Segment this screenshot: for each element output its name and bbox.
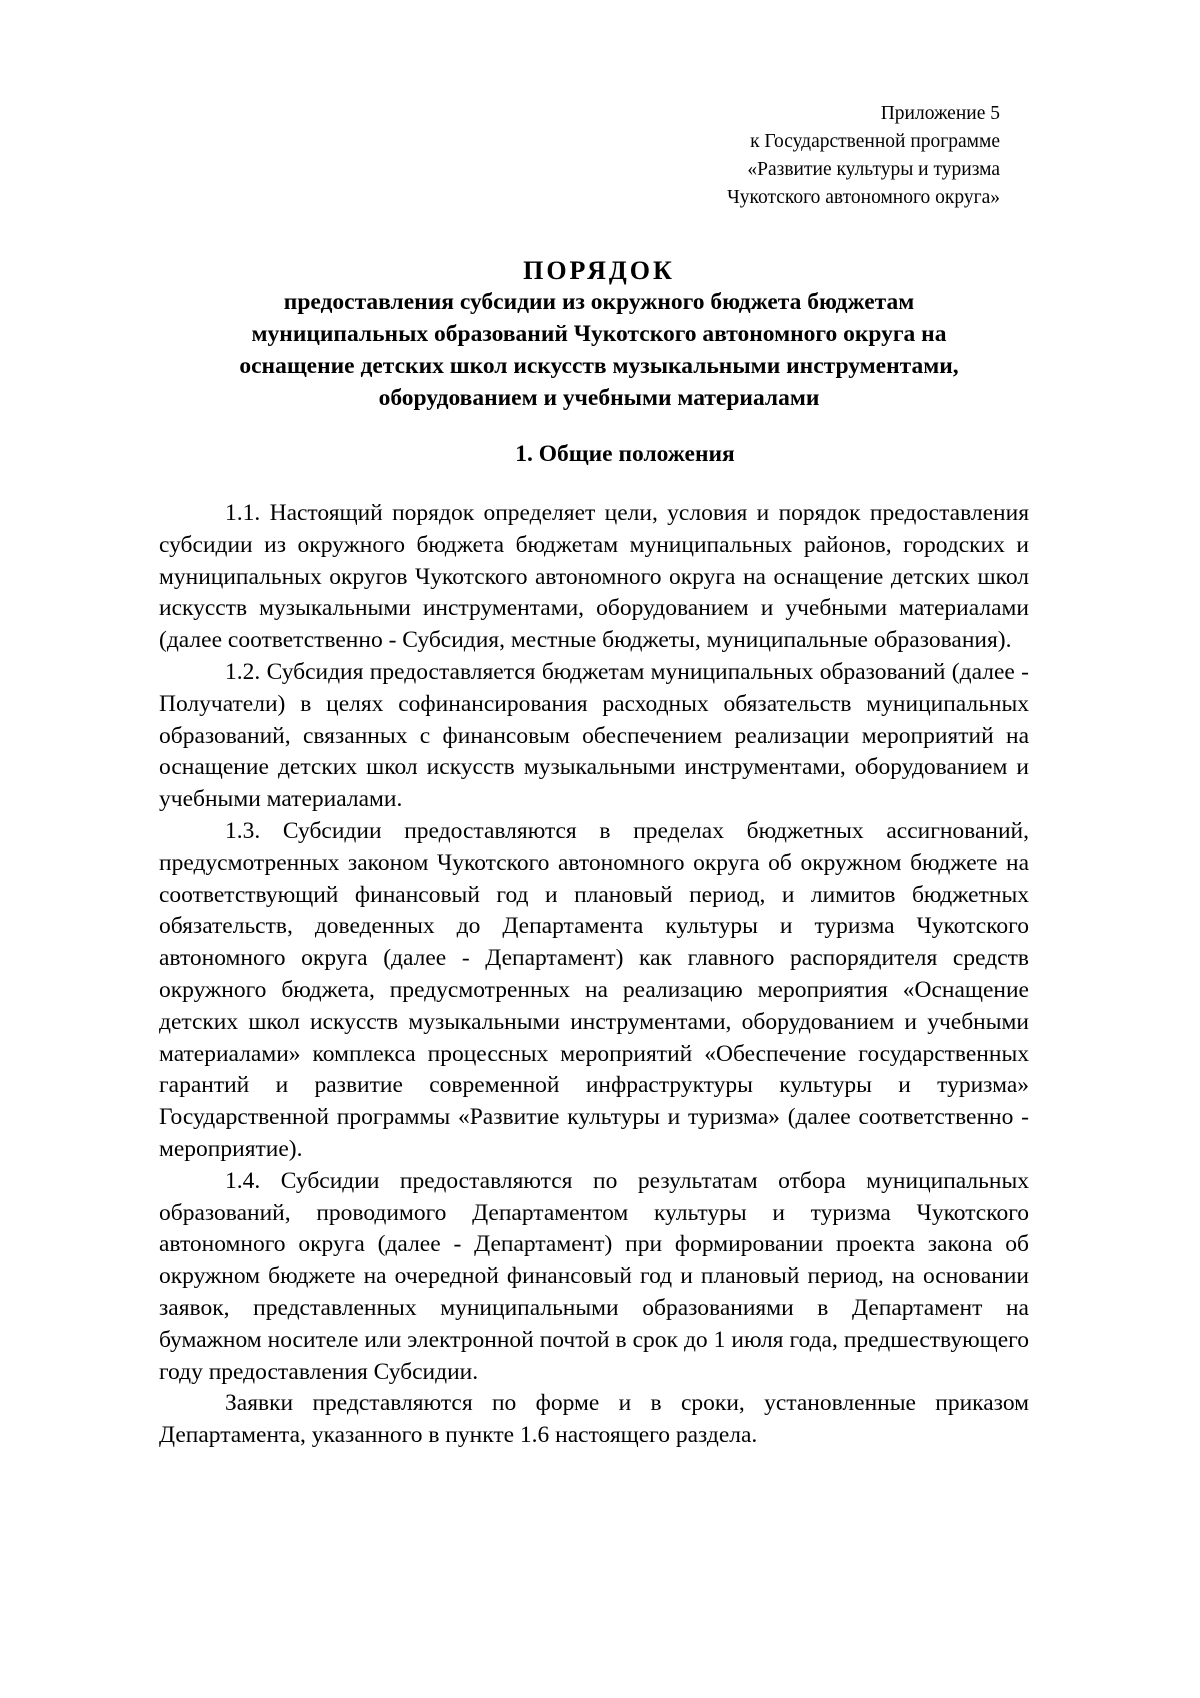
paragraph-1-3: 1.3. Субсидии предоставляются в пределах бюджетных ассигнований, предусмотренных законом Чукотского автономного округа об окружном бюджете на соответствующий финансовый год и плановый период, и лимитов бюджетных обязательств, доведенных до Департамента культуры и туризма Чукотского автономного округа (далее - Департамент) как главного распорядителя средств окружного бюджета, предусмотренных на реализацию мероприятия «Оснащение детских школ искусств музыкальными инструментами, оборудованием и учебными материалами» комплекса процессных мероприятий «Обеспечение государственных гарантий и развитие современной инфраструктуры культуры и туризма» Государственной программы «Развитие культуры и туризма» (далее соответственно - мероприятие).	[159, 817, 1029, 1162]
subtitle-line-2: муниципальных образований Чукотского автономного округа на	[251, 321, 947, 347]
document-title: ПОРЯДОК	[523, 256, 675, 285]
paragraph-1-1: 1.1. Настоящий порядок определяет цели, условия и порядок предоставления субсидии из окружного бюджета бюджетам муниципальных районов, городских и муниципальных округов Чукотского автономного округа на оснащение детских школ искусств музыкальными инструментами, оборудованием и учебными материалами (далее соответственно - Субсидия, местные бюджеты, муниципальные образования).	[159, 500, 1029, 654]
paragraph-1-2: 1.2. Субсидия предоставляется бюджетам муниципальных образований (далее - Получатели) в целях софинансирования расходных обязательств муниципальных образований, связанных с финансовым обеспечением реализации мероприятий на оснащение детских школ искусств музыкальными инструментами, оборудованием и учебными материалами.	[159, 658, 1029, 813]
paragraph-applications: Заявки представляются по форме и в сроки, установленные приказом Департамента, указанного в пункте 1.6 настоящего раздела.	[159, 1390, 1029, 1449]
section-body	[159, 498, 1029, 1452]
section-heading: 1. Общие положения	[515, 441, 735, 467]
appendix-line-2: к Государственной программе	[750, 131, 1000, 152]
appendix-line-1: Приложение 5	[880, 103, 1000, 124]
appendix-line-3: «Развитие культуры и туризма	[747, 159, 1000, 180]
subtitle-line-4: оборудованием и учебными материалами	[378, 385, 820, 411]
document-subtitle	[160, 286, 1038, 414]
subtitle-line-3: оснащение детских школ искусств музыкальными инструментами,	[239, 353, 959, 379]
appendix-note	[600, 100, 1000, 212]
appendix-line-4: Чукотского автономного округа»	[727, 187, 1000, 208]
paragraph-1-4: 1.4. Субсидии предоставляются по результатам отбора муниципальных образований, проводимого Департаментом культуры и туризма Чукотского автономного округа (далее - Департамент) при формировании проекта закона об окружном бюджете на очередной финансовый год и плановый период, на основании заявок, представленных муниципальными образованиями в Департамент на бумажном носителе или электронной почтой в срок до 1 июля года, предшествующего году предоставления Субсидии.	[159, 1167, 1029, 1385]
subtitle-line-1: предоставления субсидии из окружного бюджета бюджетам	[283, 289, 915, 315]
